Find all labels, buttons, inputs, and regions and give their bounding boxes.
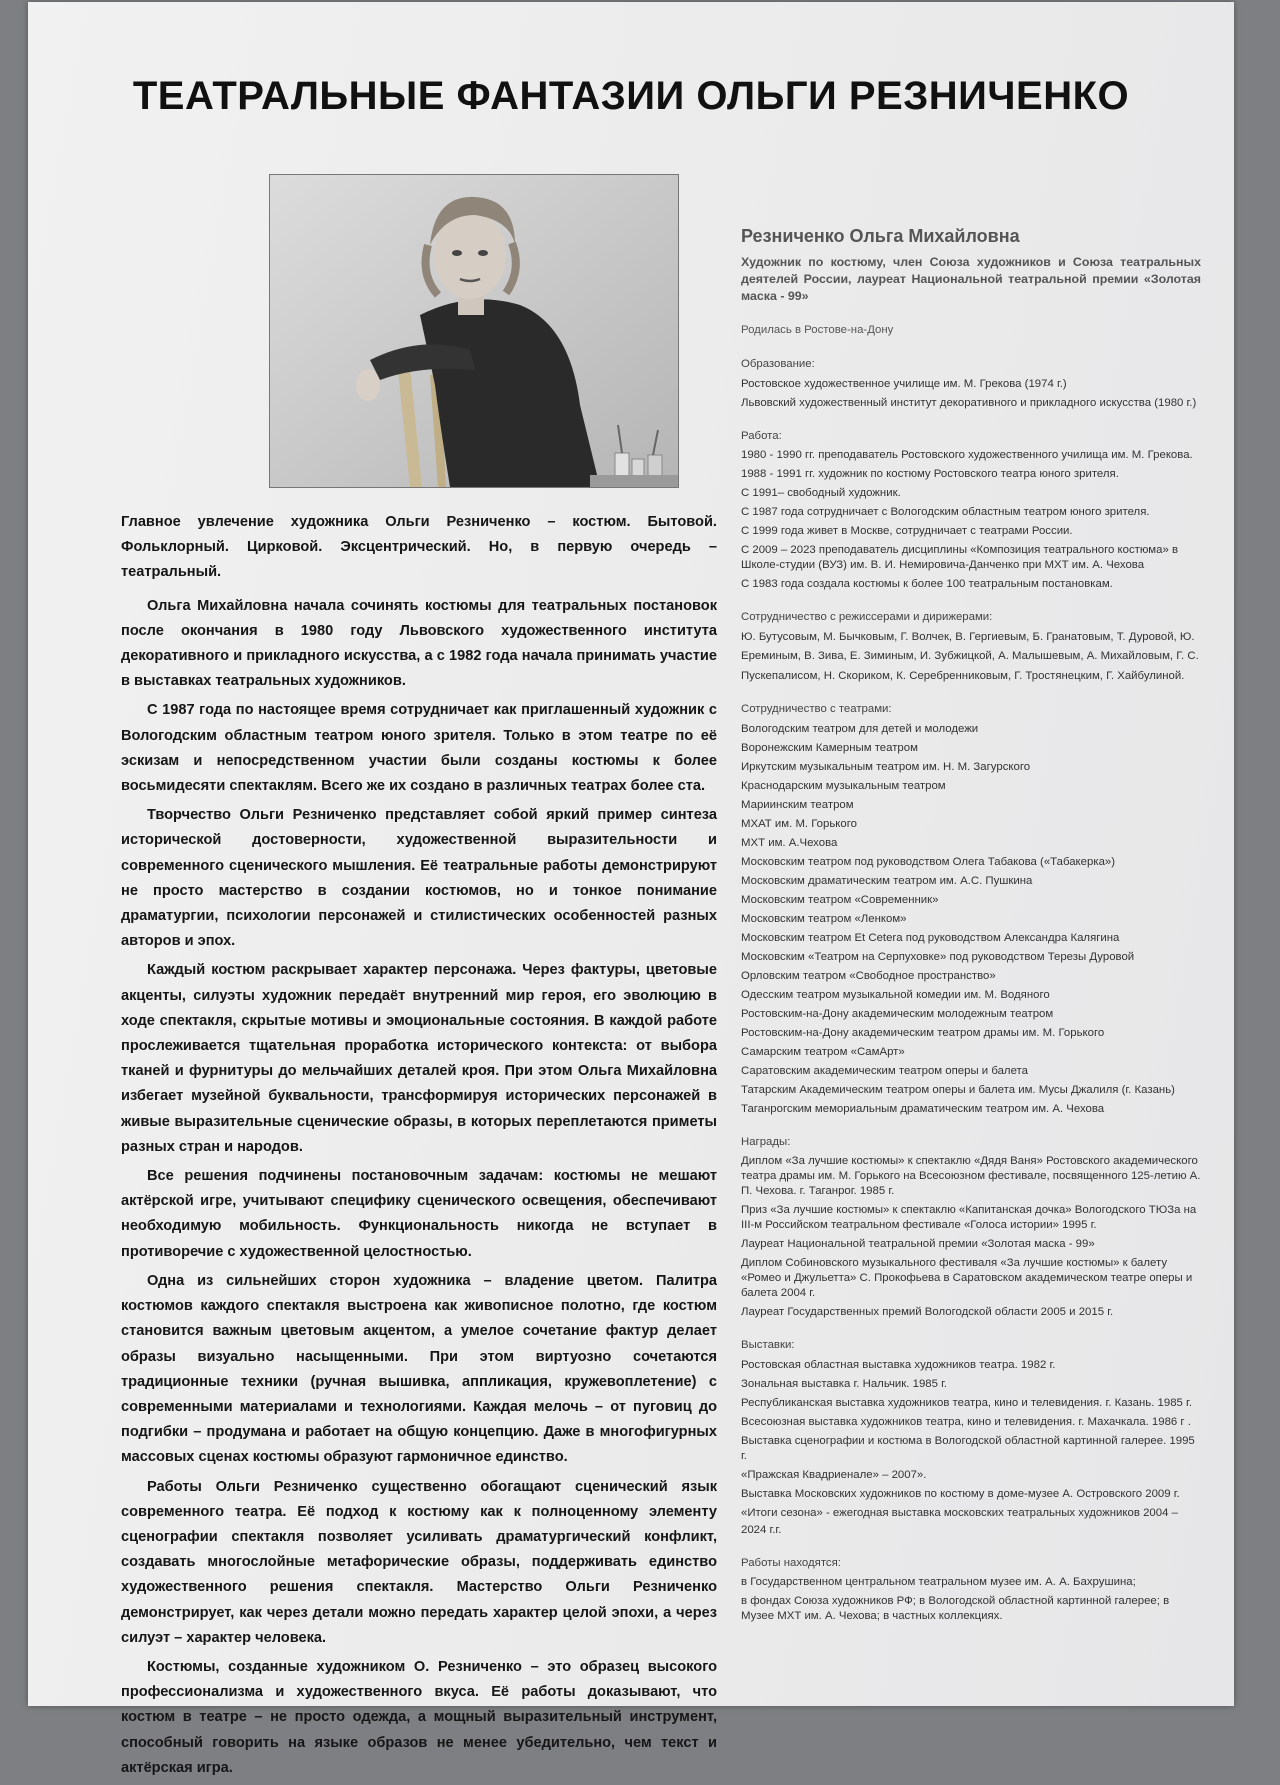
directors-section [741, 608, 1201, 686]
list-item: 1980 - 1990 гг. преподаватель Ростовского художественного училища им. М. Грекова. [741, 449, 1193, 462]
section-title: Выставки: [741, 1339, 795, 1352]
artist-description: Художник по костюму, член Союза художников и Союза театральных деятелей России, лауреат Национальной театральной премии «Золотая маска - 99» [741, 255, 1201, 303]
list-item: Московским театром Et Cetera под руководством Александра Калягина [741, 931, 1120, 944]
text-paragraph: С 1987 года по настоящее время сотрудничает как приглашенный художник с Вологодским областным театром юного зрителя. Только в этом театре по её эскизам и непосредственном участии были созданы костюмы к более восьмидесяти спектаклям. Всего же их создано в различных театрах более ста. [121, 702, 717, 795]
list-item: Вологодским театром для детей и молодежи [741, 722, 979, 735]
list-item: Зональная выставка г. Нальчик. 1985 г. [741, 1377, 948, 1390]
list-item: Лауреат Государственных премий Вологодской области 2005 и 2015 г. [741, 1306, 1114, 1319]
list-item: «Пражская Квадриенале» – 2007». [741, 1468, 927, 1481]
section-title: Работа: [741, 429, 782, 442]
list-item: «Итоги сезона» - ежегодная выставка московских театральных художников 2004 – 2024 г.г. [741, 1506, 1178, 1536]
list-item: Диплом Собиновского музыкального фестиваля «За лучшие костюмы» к балету «Ромео и Джульетта» С. Прокофьева в Саратовском академическом театре оперы и балета 2004 г. [741, 1257, 1193, 1300]
list-item: Самарским театром «СамАрт» [741, 1045, 905, 1058]
artist-name: Резниченко Ольга Михайловна [741, 226, 1020, 246]
list-item: Выставка сценографии и костюма в Вологодской областной картинной галерее. 1995 г. [741, 1434, 1195, 1462]
list-item: Ростовским-на-Дону академическим молодежным театром [741, 1007, 1054, 1020]
main-text-column [121, 510, 717, 1785]
exhibition-poster [28, 2, 1234, 1776]
text-paragraph: Работы Ольги Резниченко существенно обогащают сценический язык современного театра. Её подход к костюму как к полноценному элементу сценографии спектакля позволяет усиливать драматургический конфликт, создавать многослойные метафорические образы, поддерживать единство художественного решения спектакля. Мастерство Ольги Резниченко демонстрирует, как через детали можно передать характер целой эпохи, а через силуэт – характер человека. [121, 1478, 717, 1646]
directors-list: Ю. Бутусовым, М. Бычковым, Г. Волчек, В. Гергиевым, Б. Гранатовым, Т. Дуровой, Ю. Ереминым, В. Зива, Е. Зиминым, И. Зубжицкой, А. Малышевым, А. Михайловым, Г. С. Пускепалисом, Н. Скориком, К. Серебренниковым, Г. Тростянецким, Г. Хайбулиной. [741, 630, 1199, 682]
theaters-section [741, 700, 1201, 1118]
text-paragraph: Одна из сильнейших сторон художника – владение цветом. Палитра костюмов каждого спектакля выстроена как живописное полотно, где костюм становится важным цветовым акцентом, а умелое сочетание фактур делает образы визуально насыщенными. При этом виртуозно сочетаются традиционные техники (ручная вышивка, аппликация, кружевоплетение) с современными материалами и технологиями. Каждая мелочь – от пуговиц до подгибки – продумана и работает на общую концепцию. Даже в многофигурных массовых сценах костюмы образуют гармоничное единство. [121, 1272, 717, 1466]
locations-section [741, 1554, 1201, 1626]
text-paragraph: Костюмы, созданные художником О. Резниченко – это образец высокого профессионализма и художественного вкуса. Её работы доказывают, что костюм в театре – не просто одежда, а мощный выразительный инструмент, способный говорить на языке образов не менее убедительно, чем текст и актёрская игра. [121, 1658, 717, 1776]
awards-section [741, 1133, 1201, 1322]
text-paragraph: Ольга Михайловна начала сочинять костюмы для театральных постановок после окончания в 1980 году Львовского художественного института декоративного и прикладного искусства, а с 1982 года начала принимать участие в выставках театральных художников. [121, 597, 717, 690]
exhibitions-section [741, 1336, 1201, 1539]
list-item: Ростовским-на-Дону академическим театром драмы им. М. Горького [741, 1026, 1105, 1039]
list-item: С 1987 года сотрудничает с Вологодским областным театром юного зрителя. [741, 506, 1150, 519]
list-item: Воронежским Камерным театром [741, 741, 918, 754]
poster-title: ТЕАТРАЛЬНЫЕ ФАНТАЗИИ ОЛЬГИ РЕЗНИЧЕНКО [132, 74, 1130, 118]
list-item: Диплом «За лучшие костюмы» к спектаклю «Дядя Ваня» Ростовского академического театра драмы им. М. Горького на Всесоюзном фестивале, посвященного 125-летию А. П. Чехова. г. Таганрог. 1985 г. [741, 1155, 1201, 1198]
list-item: МХАТ им. М. Горького [741, 817, 857, 830]
list-item: Одесским театром музыкальной комедии им. М. Водяного [741, 988, 1050, 1001]
list-item: С 1983 года создала костюмы к более 100 театральным постановкам. [741, 578, 1113, 591]
section-title: Сотрудничество с режиссерами и дирижерами: [741, 611, 993, 624]
list-item: Краснодарским музыкальным театром [741, 779, 946, 792]
text-paragraph: Каждый костюм раскрывает характер персонажа. Через фактуры, цветовые акценты, силуэты художник передаёт внутренний мир героя, его эволюцию в ходе спектакля, скрытые мотивы и эмоциональные состояния. В каждой работе прослеживается тщательная проработка исторического контекста: от выбора тканей и фурнитуры до мельчайших деталей кроя. При этом Ольга Михайловна избегает музейной буквальности, трансформируя исторических персонажей в живые выразительные сценические образы, в которых переплетаются приметы разных стран и народов. [121, 962, 717, 1155]
list-item: Таганрогским мемориальным драматическим театром им. А. Чехова [741, 1102, 1105, 1115]
list-item: 1988 - 1991 гг. художник по костюму Ростовского театра юного зрителя. [741, 468, 1119, 481]
list-item: Московским театром «Ленком» [741, 912, 907, 925]
list-item: Львовский художественный институт декоративного и прикладного искусства (1980 г.) [741, 396, 1197, 409]
list-item: Приз «За лучшие костюмы» к спектаклю «Капитанская дочка» Вологодского ТЮЗа на III-м Российском театральном фестивале «Голоса истории» 1995 г. [741, 1204, 1197, 1232]
list-item: в фондах Союза художников РФ; в Вологодской областной картинной галерее; в Музее МХТ им. А. Чехова; в частных коллекциях. [741, 1595, 1170, 1623]
text-paragraph: Творчество Ольги Резниченко представляет собой яркий пример синтеза исторической достоверности, художественной выразительности и современного сценического мышления. Её театральные работы демонстрируют не просто мастерство в создании костюмов, но и тонкое понимание драматургии, психологии персонажей и стилистических особенностей разных авторов и эпох. [121, 807, 717, 950]
list-item: Московским театром «Современник» [741, 893, 939, 906]
work-section [741, 427, 1201, 594]
portrait-illustration [270, 175, 678, 487]
biography-column [741, 224, 1201, 1640]
section-title: Образование: [741, 358, 815, 371]
list-item: Мариинским театром [741, 798, 854, 811]
list-item: С 1999 года живет в Москве, сотрудничает с театрами России. [741, 525, 1073, 538]
list-item: Татарским Академическим театром оперы и балета им. Мусы Джалиля (г. Казань) [741, 1083, 1175, 1096]
list-item: С 1991– свободный художник. [741, 487, 901, 500]
list-item: Московским «Театром на Серпуховке» под руководством Терезы Дуровой [741, 950, 1135, 963]
list-item: Лауреат Национальной театральной премии «Золотая маска - 99» [741, 1238, 1095, 1251]
list-item: Ростовское художественное училище им. М. Грекова (1974 г.) [741, 377, 1067, 390]
artist-portrait-photo [269, 174, 679, 488]
list-item: в Государственном центральном театральном музее им. А. А. Бахрушина; [741, 1576, 1136, 1589]
list-item: Выставка Московских художников по костюму в доме-музее А. Островского 2009 г. [741, 1487, 1180, 1500]
list-item: Ростовская областная выставка художников театра. 1982 г. [741, 1358, 1056, 1371]
list-item: Иркутским музыкальным театром им. Н. М. Загурского [741, 760, 1031, 773]
list-item: С 2009 – 2023 преподаватель дисциплины «Композиция театрального костюма» в Школе-студии (ВУЗ) им. В. И. Немировича-Данченко при МХТ им. А. Чехова [741, 544, 1178, 572]
education-section [741, 355, 1201, 412]
list-item: Московским театром под руководством Олега Табакова («Табакерка») [741, 855, 1116, 868]
list-item: Московским драматическим театром им. А.С. Пушкина [741, 874, 1033, 887]
text-paragraph: Главное увлечение художника Ольги Резниченко – костюм. Бытовой. Фольклорный. Цирковой. Эксцентрический. Но, в первую очередь – театральный. [121, 514, 717, 581]
section-title: Работы находятся: [741, 1556, 841, 1569]
section-title: Сотрудничество с театрами: [741, 703, 892, 716]
list-item: МХТ им. А.Чехова [741, 836, 838, 849]
list-item: Орловским театром «Свободное пространство» [741, 969, 996, 982]
text-paragraph: Все решения подчинены постановочным задачам: костюмы не мешают актёрской игре, учитывают специфику сценического освещения, обеспечивают необходимую мобильность. Функциональность никогда не вступает в противоречие с художественной целостностью. [121, 1168, 717, 1260]
list-item: Всесоюзная выставка художников театра, кино и телевидения. г. Махачкала. 1986 г . [741, 1415, 1191, 1428]
list-item: Саратовским академическим театром оперы и балета [741, 1064, 1028, 1077]
section-title: Награды: [741, 1135, 791, 1148]
list-item: Республиканская выставка художников театра, кино и телевидения. г. Казань. 1985 г. [741, 1396, 1192, 1409]
birthplace: Родилась в Ростове-на-Дону [741, 324, 894, 336]
